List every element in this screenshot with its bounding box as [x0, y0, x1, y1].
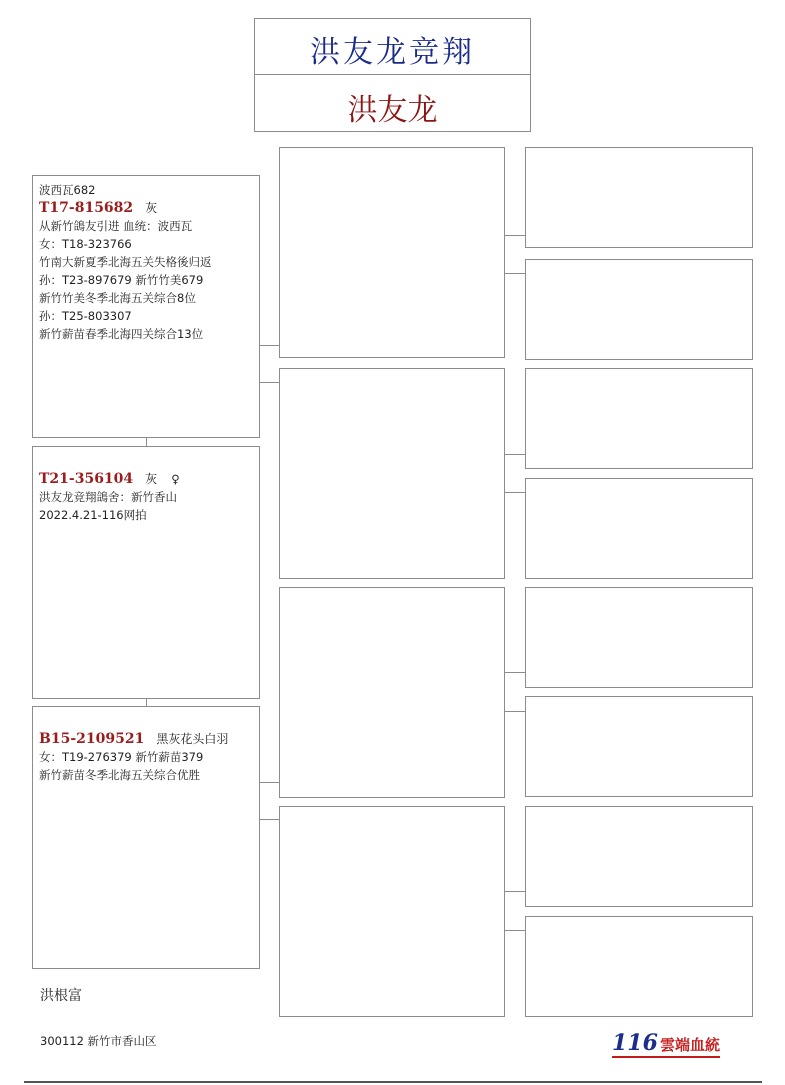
grandparent-box: [279, 587, 505, 798]
dam-note: 女：T19-276379 新竹薪苗379: [39, 750, 204, 764]
title-box: [254, 18, 531, 132]
owner-name: 洪友龙: [347, 93, 438, 128]
brand-number: 116: [612, 1030, 658, 1056]
connector-line: [505, 235, 525, 236]
subject-box: [32, 446, 260, 699]
connector-line: [260, 782, 279, 783]
dam-box: [32, 706, 260, 969]
grandparent-box: [279, 806, 505, 1017]
sire-note: 女：T18-323766: [39, 237, 132, 251]
great-grandparent-box: [525, 587, 753, 688]
subject-auction-line: 2022.4.21-116网拍: [39, 508, 147, 522]
grandparent-box: [279, 368, 505, 579]
connector-line: [260, 819, 279, 820]
connector-line: [146, 699, 147, 706]
bottom-rule: [24, 1081, 762, 1083]
connector-line: [260, 382, 279, 383]
female-symbol-icon: ♀: [171, 472, 180, 486]
great-grandparent-box: [525, 478, 753, 579]
connector-line: [505, 492, 525, 493]
sire-note: 孙：T23-897679 新竹竹美679: [39, 273, 204, 287]
great-grandparent-box: [525, 696, 753, 797]
connector-line: [505, 672, 525, 673]
sire-note: 新竹薪苗春季北海四关综合13位: [39, 327, 204, 341]
great-grandparent-box: [525, 806, 753, 907]
subject-loft-line: 洪友龙竞翔鴿舍：新竹香山: [39, 490, 177, 504]
subject-color: 灰: [145, 472, 158, 486]
sire-ring-row: [39, 199, 255, 217]
connector-line: [505, 273, 525, 274]
connector-line: [505, 711, 525, 712]
breeder-address: 300112 新竹市香山区: [40, 1034, 157, 1048]
breeder-name: 洪根富: [40, 988, 82, 1004]
great-grandparent-box: [525, 147, 753, 248]
sire-note: 新竹竹美冬季北海五关综合8位: [39, 291, 196, 305]
connector-line: [505, 891, 525, 892]
sire-note: 竹南大新夏季北海五关失格後归返: [39, 255, 212, 269]
connector-line: [260, 345, 279, 346]
sire-note: 从新竹鴿友引进 血统：波西瓦: [39, 219, 193, 233]
connector-line: [146, 438, 147, 446]
great-grandparent-box: [525, 916, 753, 1017]
brand-logo: [612, 1030, 720, 1058]
brand-underline: [612, 1056, 720, 1058]
loft-name: 洪友龙竞翔: [310, 35, 475, 70]
sire-ring: T17-815682: [39, 200, 134, 216]
dam-note: 新竹薪苗冬季北海五关综合优胜: [39, 768, 200, 782]
dam-ring: B15-2109521: [39, 731, 145, 747]
dam-ring-row: [39, 730, 255, 748]
brand-text: 雲端血統: [659, 1036, 720, 1054]
title-divider: [255, 74, 530, 75]
grandparent-box: [279, 147, 505, 358]
subject-ring: T21-356104: [39, 471, 134, 487]
dam-color: 黑灰花头白羽: [156, 732, 229, 746]
sire-color: 灰: [145, 201, 158, 215]
subject-ring-row: [39, 470, 255, 488]
sire-note: 孙：T25-803307: [39, 309, 132, 323]
sire-box: [32, 175, 260, 438]
great-grandparent-box: [525, 259, 753, 360]
connector-line: [505, 930, 525, 931]
great-grandparent-box: [525, 368, 753, 469]
sire-name: 波西瓦682: [39, 183, 96, 197]
connector-line: [505, 454, 525, 455]
